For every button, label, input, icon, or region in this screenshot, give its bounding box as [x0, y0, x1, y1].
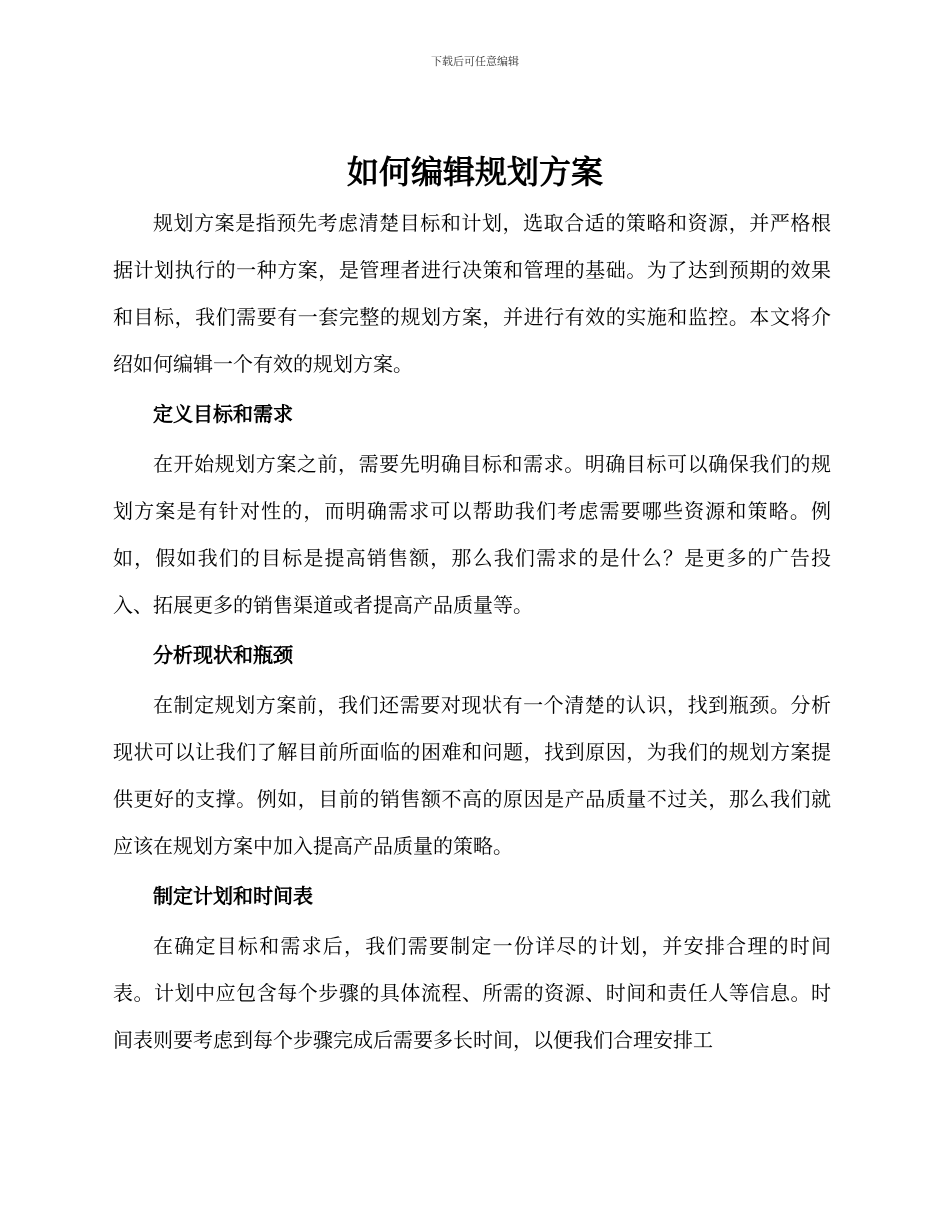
section-paragraph-plan: 在确定目标和需求后，我们需要制定一份详尽的计划，并安排合理的时间表。计划中应包含每个步骤的具体流程、所需的资源、时间和责任人等信息。时间表则要考虑到每个步骤完成后需要多长时间，以便我们合理安排工: [113, 934, 831, 1052]
document-title: 如何编辑规划方案: [346, 153, 603, 191]
intro-paragraph: 规划方案是指预先考虑清楚目标和计划，选取合适的策略和资源，并严格根据计划执行的一种方案，是管理者进行决策和管理的基础。为了达到预期的效果和目标，我们需要有一套完整的规划方案，并进行有效的实施和监控。本文将介绍如何编辑一个有效的规划方案。: [113, 211, 831, 376]
section-heading-analysis: 分析现状和瓶颈: [153, 643, 293, 667]
document-body: [113, 200, 831, 1064]
header-note: 下载后可任意编辑: [431, 55, 519, 68]
section-heading-plan: 制定计划和时间表: [153, 884, 313, 908]
section-paragraph-analysis: 在制定规划方案前，我们还需要对现状有一个清楚的认识，找到瓶颈。分析现状可以让我们了解目前所面临的困难和问题，找到原因，为我们的规划方案提供更好的支撑。例如，目前的销售额不高的原因是产品质量不过关，那么我们就应该在规划方案中加入提高产品质量的策略。: [113, 693, 831, 858]
section-heading-goals: 定义目标和需求: [153, 402, 293, 426]
section-paragraph-goals: 在开始规划方案之前，需要先明确目标和需求。明确目标可以确保我们的规划方案是有针对性的，而明确需求可以帮助我们考虑需要哪些资源和策略。例如，假如我们的目标是提高销售额，那么我们需求的是什么？是更多的广告投入、拓展更多的销售渠道或者提高产品质量等。: [113, 452, 831, 617]
